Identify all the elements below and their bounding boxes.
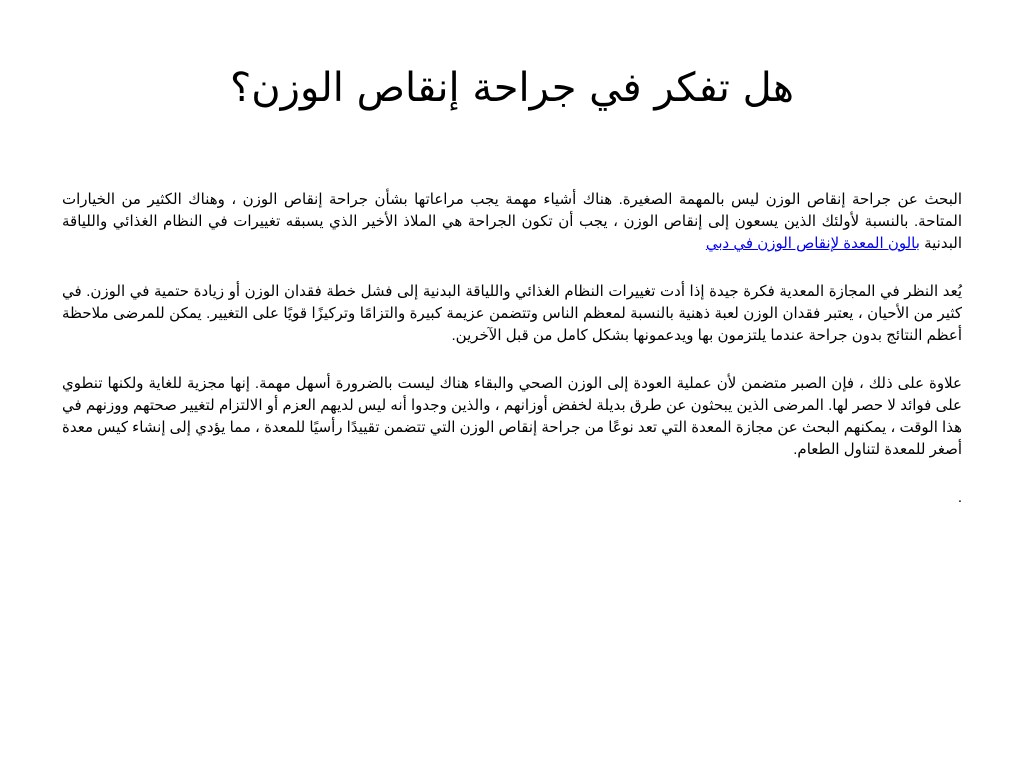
gastric-balloon-dubai-link[interactable]: بالون المعدة لإنقاص الوزن في دبي bbox=[705, 235, 920, 252]
slide-title: هل تفكر في جراحة إنقاص الوزن؟ bbox=[230, 65, 794, 111]
paragraph-1 bbox=[62, 189, 962, 255]
trailing-dot: . bbox=[957, 489, 962, 506]
slide-body bbox=[62, 189, 962, 509]
paragraph-2: يُعد النظر في المجازة المعدية فكرة جيدة إذا أدت تغييرات النظام الغذائي واللياقة البدنية إلى فشل خطة فقدان الوزن أو زيادة حتمية في الوزن. في كثير من الأحيان ، يعتبر فقدان الوزن لعبة ذهنية بالنسبة لمعظم الناس وتتضمن عزيمة كبيرة والتزامًا وتركيزًا قويًا على التغيير. يمكن للمرضى ملاحظة أعظم النتائج بدون جراحة عندما يلتزمون بها ويدعمونها بشكل كامل من قبل الآخرين. bbox=[62, 283, 962, 344]
paragraph-3: علاوة على ذلك ، فإن الصبر متضمن لأن عملية العودة إلى الوزن الصحي والبقاء هناك ليست بالضرورة أسهل مهمة. إنها مجزية للغاية ولكنها تنطوي على فوائد لا حصر لها. المرضى الذين يبحثون عن طرق بديلة لخفض أوزانهم ، والذين وجدوا أنه ليس لديهم العزم أو الالتزام لتغيير صحتهم ووزنهم في هذا الوقت ، يمكنهم البحث عن مجازة المعدة التي تعد نوعًا من جراحة إنقاص الوزن التي تتضمن تقييدًا رأسيًا للمعدة ، مما يؤدي إلى إنشاء كيس معدة أصغر للمعدة لتناول الطعام. bbox=[62, 375, 962, 458]
paragraph-1-text: البحث عن جراحة إنقاص الوزن ليس بالمهمة الصغيرة. هناك أشياء مهمة يجب مراعاتها بشأن جراحة إنقاص الوزن ، وهناك الكثير من الخيارات المتاحة. بالنسبة لأولئك الذين يسعون إلى إنقاص الوزن ، يجب أن تكون الجراحة هي الملاذ الأخير الذي يسبقه تغييرات في النظام الغذائي واللياقة البدنية bbox=[62, 191, 962, 252]
